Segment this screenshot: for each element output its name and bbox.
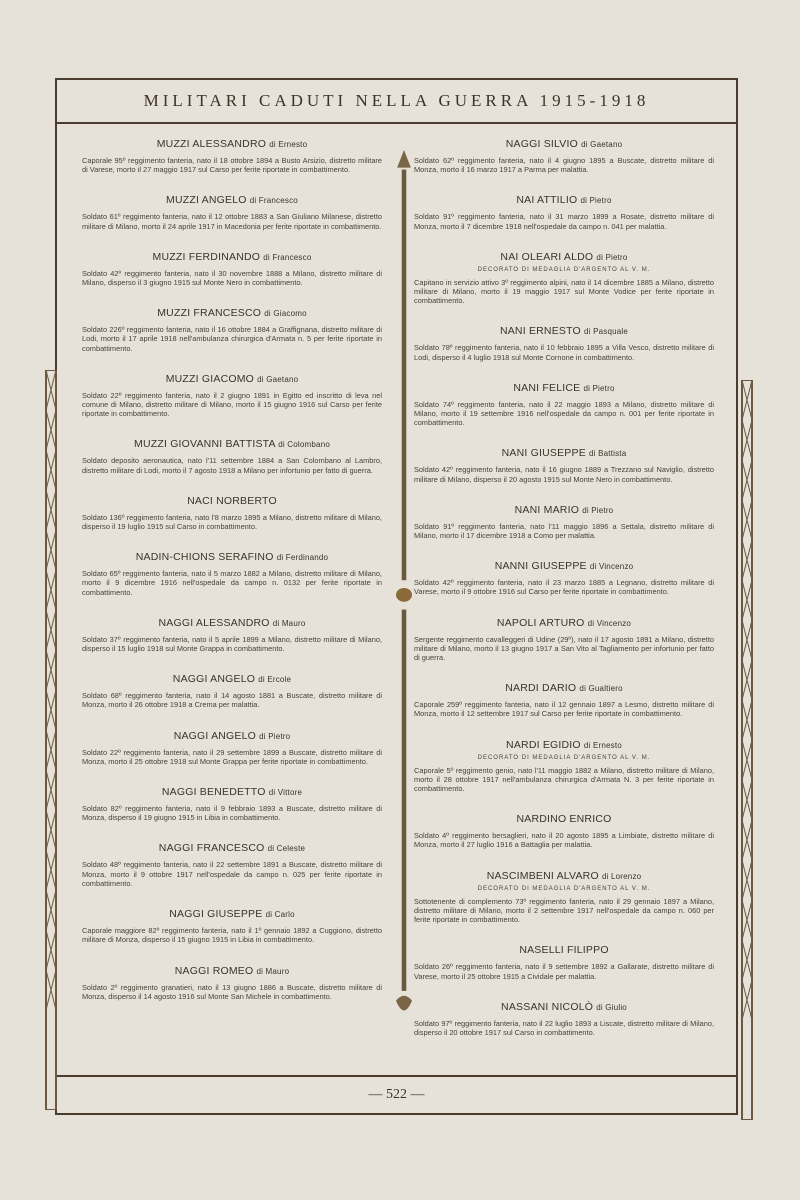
entry-description: Soldato 74º reggimento fanteria, nato il 22 maggio 1893 a Milano, distretto militare di Milano, morto il 19 settembre 1916 nell'ospedale da campo n. 001 per ferite riportate in combattimento. (414, 399, 714, 428)
entry-name (82, 617, 382, 629)
entry-name-text: NADIN-CHIONS SERAFINO (135, 551, 274, 564)
entry-description: Sottotenente di complemento 73º reggimento fanteria, nato il 29 gennaio 1897 a Milano, distretto militare di Milano, morto il 2 settembre 1917 nell'ospedale da campo n. 060 per ferite riportate in combattimento. (414, 896, 714, 925)
entry-name (82, 965, 382, 977)
entry-name (82, 251, 382, 263)
entry-name (414, 560, 714, 572)
entry-name (82, 495, 382, 507)
entry-name (82, 786, 382, 798)
entry-name (414, 325, 714, 337)
obituary-entry (82, 673, 382, 709)
entry-description: Soldato 2º reggimento granatieri, nato il 13 giugno 1886 a Buscate, distretto militare di Monza, disperso il 14 agosto 1916 sul Monte San Michele in combattimento. (82, 982, 382, 1001)
entry-description: Soldato 82º reggimento fanteria, nato il 9 febbraio 1893 a Buscate, distretto militare di Monza, disperso il 19 giugno 1915 in Libia in combattimento. (82, 804, 382, 823)
page-title: MILITARI CADUTI NELLA GUERRA 1915-1918 (143, 91, 650, 110)
right-column (414, 138, 714, 1057)
entry-description: Soldato 42º reggimento fanteria, nato il 30 novembre 1888 a Milano, distretto militare di Milano, disperso il 3 giugno 1915 sul Monte Nero in combattimento. (82, 268, 382, 288)
obituary-entry (82, 551, 382, 597)
entry-name-text: NAGGI ROMEO (174, 964, 254, 977)
entry-description: Caporale 5º reggimento genio, nato l'11 maggio 1882 a Milano, distretto militare di Milano, morto il 28 ottobre 1917 nell'ambulanza chirurgica d'Armata N. 3 per ferite riportate in combattimento. (414, 765, 714, 794)
entry-parent: di Mauro (256, 966, 290, 976)
entry-parent: di Pietro (580, 196, 612, 206)
entry-parent: di Vincenzo (587, 618, 632, 628)
entry-description: Soldato 226º reggimento fanteria, nato il 16 ottobre 1884 a Graffignana, distretto militare di Lodi, morto il 17 aprile 1918 nell'ambulanza chirurgica d'Armata n. 5 per ferite riportate in combattimento. (82, 325, 382, 353)
entry-name (82, 842, 382, 854)
entry-name (82, 138, 382, 150)
entry-description: Soldato 26º reggimento fanteria, nato il 9 settembre 1892 a Gallarate, distretto militare di Varese, morto il 25 ottobre 1915 a Cividale per malattia. (414, 962, 714, 981)
obituary-entry (414, 194, 714, 230)
entry-name-text: NARDINO ENRICO (516, 813, 612, 826)
left-column (82, 138, 382, 1021)
entry-name-text: NARDI EGIDIO (506, 738, 581, 751)
entry-parent: di Ferdinando (276, 553, 329, 563)
obituary-entry (414, 447, 714, 483)
obituary-entry (82, 908, 382, 944)
obituary-entry (82, 373, 382, 419)
obituary-entry (82, 251, 382, 287)
obituary-entry (82, 438, 382, 474)
entry-name-text: NARDI DARIO (505, 682, 577, 695)
obituary-entry (414, 138, 714, 174)
entry-parent: di Gualtiero (579, 684, 623, 694)
entry-name (82, 438, 382, 450)
entry-name (82, 551, 382, 563)
entry-name-text: NAGGI BENEDETTO (161, 786, 266, 799)
obituary-entry (82, 617, 382, 653)
entry-name (414, 504, 714, 516)
entry-name (414, 739, 714, 751)
entry-name (82, 730, 382, 742)
entry-name-text: NANNI GIUSEPPE (494, 560, 587, 573)
entry-parent: di Ernesto (269, 140, 308, 149)
center-ornament-icon (396, 150, 412, 1030)
entry-parent: di Gaetano (581, 140, 623, 149)
entry-name-text: NANI ERNESTO (499, 325, 581, 338)
entry-name (414, 944, 714, 956)
entry-description: Soldato 136º reggimento fanteria, nato l'8 marzo 1895 a Milano, distretto militare di Milano, disperso il 19 luglio 1915 sul Carso in combattimento. (82, 512, 382, 532)
obituary-entry (82, 786, 382, 822)
obituary-entry (414, 944, 714, 980)
entry-name (414, 138, 714, 150)
entry-name (414, 447, 714, 459)
entry-parent: di Pietro (596, 252, 628, 262)
entry-name-text: NANI MARIO (514, 503, 580, 516)
entry-name-text: NAGGI GIUSEPPE (169, 908, 263, 921)
obituary-entry (82, 842, 382, 888)
entry-description: Soldato 61º reggimento fanteria, nato il 12 ottobre 1883 a San Giuliano Milanese, distretto militare di Milano, morto il 24 aprile 1917 in Macedonia per ferite riportate in combattimento. (82, 212, 382, 231)
entry-description: Soldato 91º reggimento fanteria, nato il 31 marzo 1899 a Rosate, distretto militare di Monza, morto il 7 dicembre 1918 nell'ospedale da campo n. 041 per malattia. (414, 212, 714, 231)
entry-medal: DECORATO DI MEDAGLIA D'ARGENTO AL V. M. (477, 754, 651, 761)
entry-description: Capitano in servizio attivo 3º reggimento alpini, nato il 14 dicembre 1885 a Milano, distretto militare di Milano, morto il 19 maggio 1917 sul Monte Vodice per ferite riportate in combattimento. (414, 277, 714, 306)
obituary-entry (82, 307, 382, 353)
entry-description: Soldato 48º reggimento fanteria, nato il 22 settembre 1891 a Buscate, distretto militare di Monza, morto il 9 ottobre 1917 nell'ospedale da campo n. 025 per ferite riportate in combattimento. (82, 860, 382, 888)
entry-parent: di Ernesto (583, 740, 622, 750)
entry-name-text: MUZZI ALESSANDRO (156, 138, 267, 150)
entry-parent: di Gaetano (257, 374, 299, 384)
entry-name-text: NAGGI ALESSANDRO (158, 616, 270, 629)
entry-parent: di Mauro (272, 618, 306, 628)
page-number: — 522 — (368, 1087, 425, 1102)
entry-name (414, 813, 714, 825)
header-band (57, 80, 736, 124)
entry-parent: di Pietro (582, 505, 614, 515)
entry-medal: DECORATO DI MEDAGLIA D'ARGENTO AL V. M. (477, 885, 651, 892)
entry-parent: di Carlo (265, 910, 295, 920)
entry-parent: di Vincenzo (589, 562, 634, 572)
entry-medal: DECORATO DI MEDAGLIA D'ARGENTO AL V. M. (477, 266, 651, 273)
entry-name-text: MUZZI FRANCESCO (157, 307, 262, 320)
footer-band (57, 1075, 736, 1113)
entry-description: Soldato 22º reggimento fanteria, nato il 2 giugno 1891 in Egitto ed inscritto di leva nel comune di Milano, distretto militare di Milano, morto il 15 giugno 1916 sul Carso per ferite riportate in combattimento. (82, 390, 382, 419)
entry-description: Sergente reggimento cavalleggeri di Udine (29º), nato il 17 agosto 1891 a Milano, distretto militare di Milano, morto il 13 giugno 1917 a San Vito al Tagliamento per infortunio per fatto di guerra. (414, 634, 714, 663)
entry-parent: di Francesco (249, 196, 298, 206)
entry-parent: di Vittore (268, 788, 303, 798)
entry-name (414, 251, 714, 263)
obituary-entry (82, 730, 382, 766)
entry-name (82, 673, 382, 685)
entry-parent: di Celeste (267, 844, 306, 854)
entry-name (82, 373, 382, 385)
obituary-entry (414, 560, 714, 596)
entry-description: Soldato 37º reggimento fanteria, nato il 5 aprile 1899 a Milano, distretto militare di Milano, disperso il 15 luglio 1918 sul Monte Grappa in combattimento. (82, 634, 382, 654)
obituary-entry (82, 965, 382, 1001)
entry-parent: di Lorenzo (601, 871, 642, 881)
entry-parent: di Pietro (259, 731, 291, 741)
entry-name (414, 682, 714, 694)
entry-name (82, 307, 382, 319)
obituary-entry (82, 138, 382, 174)
obituary-entry (414, 251, 714, 306)
entry-name-text: MUZZI GIOVANNI BATTISTA (134, 438, 276, 451)
entry-name-text: NANI GIUSEPPE (501, 447, 586, 460)
entry-parent: di Colombano (278, 440, 330, 450)
obituary-entry (82, 194, 382, 230)
entry-name (82, 908, 382, 920)
entry-description: Caporale maggiore 82º reggimento fanteria, nato il 1º gennaio 1892 a Cuggiono, distretto militare di Monza, disperso il 15 giugno 1915 in Libia in combattimento. (82, 926, 382, 945)
entry-name (414, 617, 714, 629)
entry-description: Soldato 68º reggimento fanteria, nato il 14 agosto 1881 a Buscate, distretto militare di Monza, morto il 26 ottobre 1918 a Crema per malattia. (82, 691, 382, 710)
right-side-ornament-icon (736, 380, 758, 1120)
obituary-entry (414, 739, 714, 794)
entry-name-text: NAGGI SILVIO (505, 138, 578, 150)
entry-name-text: NACI NORBERTO (187, 494, 277, 507)
obituary-entry (82, 495, 382, 531)
entry-parent: di Pasquale (584, 327, 629, 337)
obituary-entry (414, 813, 714, 849)
entry-description: Soldato 42º reggimento fanteria, nato il 23 marzo 1885 a Legnano, distretto militare di Varese, morto il 9 ottobre 1916 sul Carso per ferite riportate in combattimento. (414, 578, 714, 597)
entry-description: Caporale 259º reggimento fanteria, nato il 12 gennaio 1897 a Lesmo, distretto militare di Monza, morto il 12 settembre 1917 sul Carso per ferite riportate in combattimento. (414, 700, 714, 719)
entry-name-text: NASCIMBENI ALVARO (486, 869, 599, 882)
entry-name (414, 382, 714, 394)
entry-name-text: NAGGI ANGELO (172, 673, 256, 686)
entry-parent: di Battista (589, 449, 627, 459)
entry-name (82, 194, 382, 206)
entry-name-text: NASSANI NICOLÒ (501, 1000, 594, 1013)
entry-parent: di Francesco (263, 252, 312, 262)
left-side-ornament-icon (40, 370, 62, 1110)
obituary-entry (414, 870, 714, 925)
obituary-entry (414, 382, 714, 428)
entry-description: Soldato 91º reggimento fanteria, nato l'11 maggio 1896 a Settala, distretto militare di Milano, morto il 17 dicembre 1918 a Como per malattia. (414, 521, 714, 541)
entry-description: Soldato 65º reggimento fanteria, nato il 5 marzo 1882 a Milano, distretto militare di Milano, morto il 9 dicembre 1916 nell'ospedale da campo n. 0132 per ferite riportate in combattimento. (82, 569, 382, 597)
entry-description: Soldato 22º reggimento fanteria, nato il 29 settembre 1899 a Buscate, distretto militare di Monza, morto il 25 ottobre 1918 sul Monte Grappa per ferite riportate in combattimento. (82, 747, 382, 766)
entry-name-text: NAI OLEARI ALDO (500, 250, 594, 263)
obituary-entry (414, 682, 714, 718)
entry-name-text: MUZZI FERDINANDO (152, 250, 261, 263)
obituary-entry (414, 617, 714, 663)
entry-name-text: NAPOLI ARTURO (496, 616, 585, 629)
entry-description: Soldato 62º reggimento fanteria, nato il 4 giugno 1895 a Buscate, distretto militare di Monza, morto il 16 marzo 1917 a Parma per malattia. (414, 156, 714, 175)
entry-parent: di Ercole (258, 675, 292, 685)
entry-name (414, 870, 714, 882)
obituary-entry (414, 325, 714, 361)
entry-parent: di Pietro (583, 383, 615, 393)
obituary-entry (414, 504, 714, 540)
entry-description: Soldato deposito aeronautica, nato l'11 settembre 1884 a San Colombano al Lambro, distretto militare di Lodi, morto il 7 agosto 1918 a Milano per infortunio per fatto di guerra. (82, 456, 382, 475)
entry-name-text: MUZZI GIACOMO (165, 372, 255, 385)
entry-description: Soldato 97º reggimento fanteria, nato il 22 luglio 1893 a Liscate, distretto militare di Milano, disperso il 20 ottobre 1917 sul Carso in combattimento. (414, 1018, 714, 1037)
entry-name (414, 1001, 714, 1013)
entry-name-text: NASELLI FILIPPO (519, 944, 609, 957)
entry-description: Soldato 42º reggimento fanteria, nato il 16 giugno 1889 a Trezzano sul Naviglio, distretto militare di Milano, disperso il 20 agosto 1915 sul Monte Nero in combattimento. (414, 465, 714, 484)
entry-description: Soldato 4º reggimento bersaglieri, nato il 20 agosto 1895 a Limbiate, distretto militare di Monza, morto il 27 luglio 1916 a Battaglia per malattia. (414, 831, 714, 850)
entry-parent: di Giulio (596, 1002, 627, 1012)
entry-parent: di Giacomo (264, 309, 307, 319)
entry-name-text: NAGGI ANGELO (173, 729, 257, 742)
entry-name-text: NAI ATTILIO (516, 194, 578, 207)
entry-description: Caporale 95º reggimento fanteria, nato il 18 ottobre 1894 a Busto Arsizio, distretto militare di Varese, morto il 27 maggio 1917 sul Carso per ferite riportate in combattimento. (82, 156, 382, 175)
obituary-entry (414, 1001, 714, 1037)
entry-name-text: NANI FELICE (513, 381, 581, 394)
entry-name (414, 194, 714, 206)
entry-description: Soldato 78º reggimento fanteria, nato il 10 febbraio 1895 a Villa Vesco, distretto militare di Lodi, disperso il 4 luglio 1918 sul Monte Cornone in combattimento. (414, 343, 714, 362)
entry-name-text: MUZZI ANGELO (166, 194, 247, 207)
entry-name-text: NAGGI FRANCESCO (158, 842, 265, 855)
